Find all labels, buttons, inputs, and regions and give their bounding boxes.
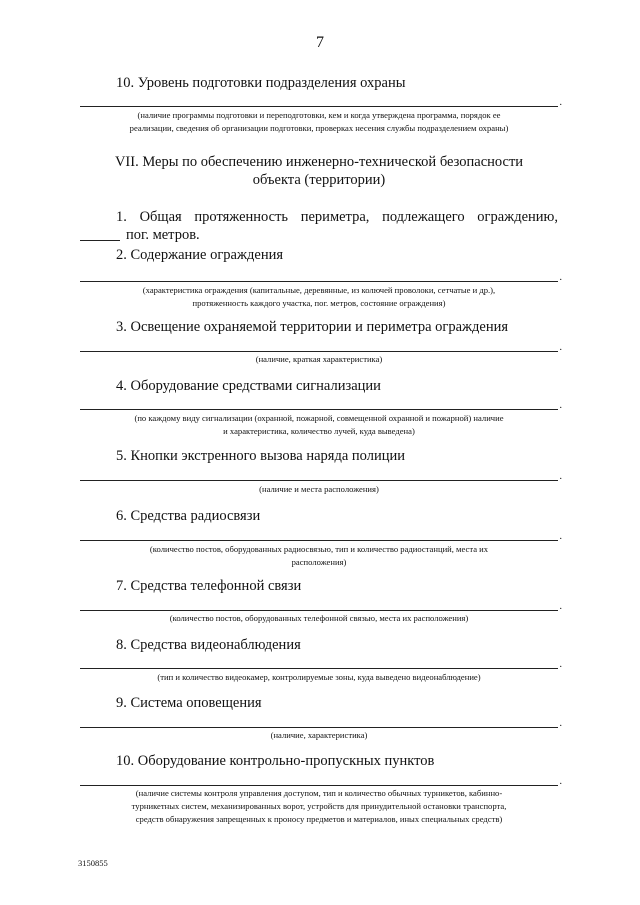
video-note: (тип и количество видеокамер, контролируемые зоны, куда выведено видеонаблюдение) (157, 672, 481, 682)
blank-field (80, 240, 120, 241)
fill-line: . (80, 480, 558, 481)
notification-title: 9. Система оповещения (116, 695, 262, 711)
alarm-note: (по каждому виду сигнализации (охранной, пожарной, совмещенной охранной и пожарной) наличие и характеристика, количество лучей, куда выведена) (134, 413, 504, 436)
page-number: 7 (316, 34, 324, 51)
fence-note: (характеристика ограждения (капитальные, деревянные, из колючей проволоки, сетчатые и др.), протяженность каждого участка, пог. метров, состояние ограждения) (142, 285, 496, 308)
checkpoint-note: (наличие системы контроля управления доступом, тип и количество обычных турникетов, кабинно- турникетных систем, механизированных ворот, устройств для принудительной остановки транспорта, средств обнаружения запрещенных к проносу предметов и материалов, иных специальных средств) (131, 788, 507, 824)
fill-line: . (80, 668, 558, 669)
fill-line: . (80, 540, 558, 541)
lighting-note: (наличие, краткая характеристика) (255, 354, 383, 364)
perimeter-length-item: 1. Общая протяженность периметра, подлежащего ограждению, пог. метров. (80, 208, 558, 244)
fill-line: . (80, 409, 558, 410)
radio-note: (количество постов, оборудованных радиосвязью, тип и количество радиостанций, места их расположения) (149, 544, 489, 567)
section-7-heading: VII. Меры по обеспечению инженерно-технической безопасности объекта (территории) (114, 154, 524, 188)
radio-title: 6. Средства радиосвязи (116, 508, 261, 524)
fill-line: . (80, 106, 558, 107)
telephone-title: 7. Средства телефонной связи (116, 578, 302, 594)
alarm-title: 4. Оборудование средствами сигнализации (116, 378, 381, 394)
fence-title: 2. Содержание ограждения (116, 247, 284, 263)
video-title: 8. Средства видеонаблюдения (116, 637, 301, 653)
footer-code: 3150855 (78, 858, 108, 868)
notification-note: (наличие, характеристика) (270, 730, 368, 740)
item10-training-note: (наличие программы подготовки и переподготовки, кем и когда утверждена программа, порядок ее реализации, сведения об организации подготовки, проверках несения службы подразделением охраны) (129, 110, 509, 133)
lighting-title: 3. Освещение охраняемой территории и периметра ограждения (116, 319, 509, 335)
fill-line: . (80, 351, 558, 352)
police-button-note: (наличие и места расположения) (259, 484, 379, 494)
fill-line: . (80, 785, 558, 786)
police-button-title: 5. Кнопки экстренного вызова наряда полиции (116, 448, 405, 464)
fill-line: . (80, 281, 558, 282)
checkpoint-title: 10. Оборудование контрольно-пропускных пунктов (116, 753, 435, 769)
telephone-note: (количество постов, оборудованных телефонной связью, места их расположения) (169, 613, 469, 623)
fill-line: . (80, 727, 558, 728)
item10-training-title: 10. Уровень подготовки подразделения охраны (116, 75, 406, 91)
fill-line: . (80, 610, 558, 611)
